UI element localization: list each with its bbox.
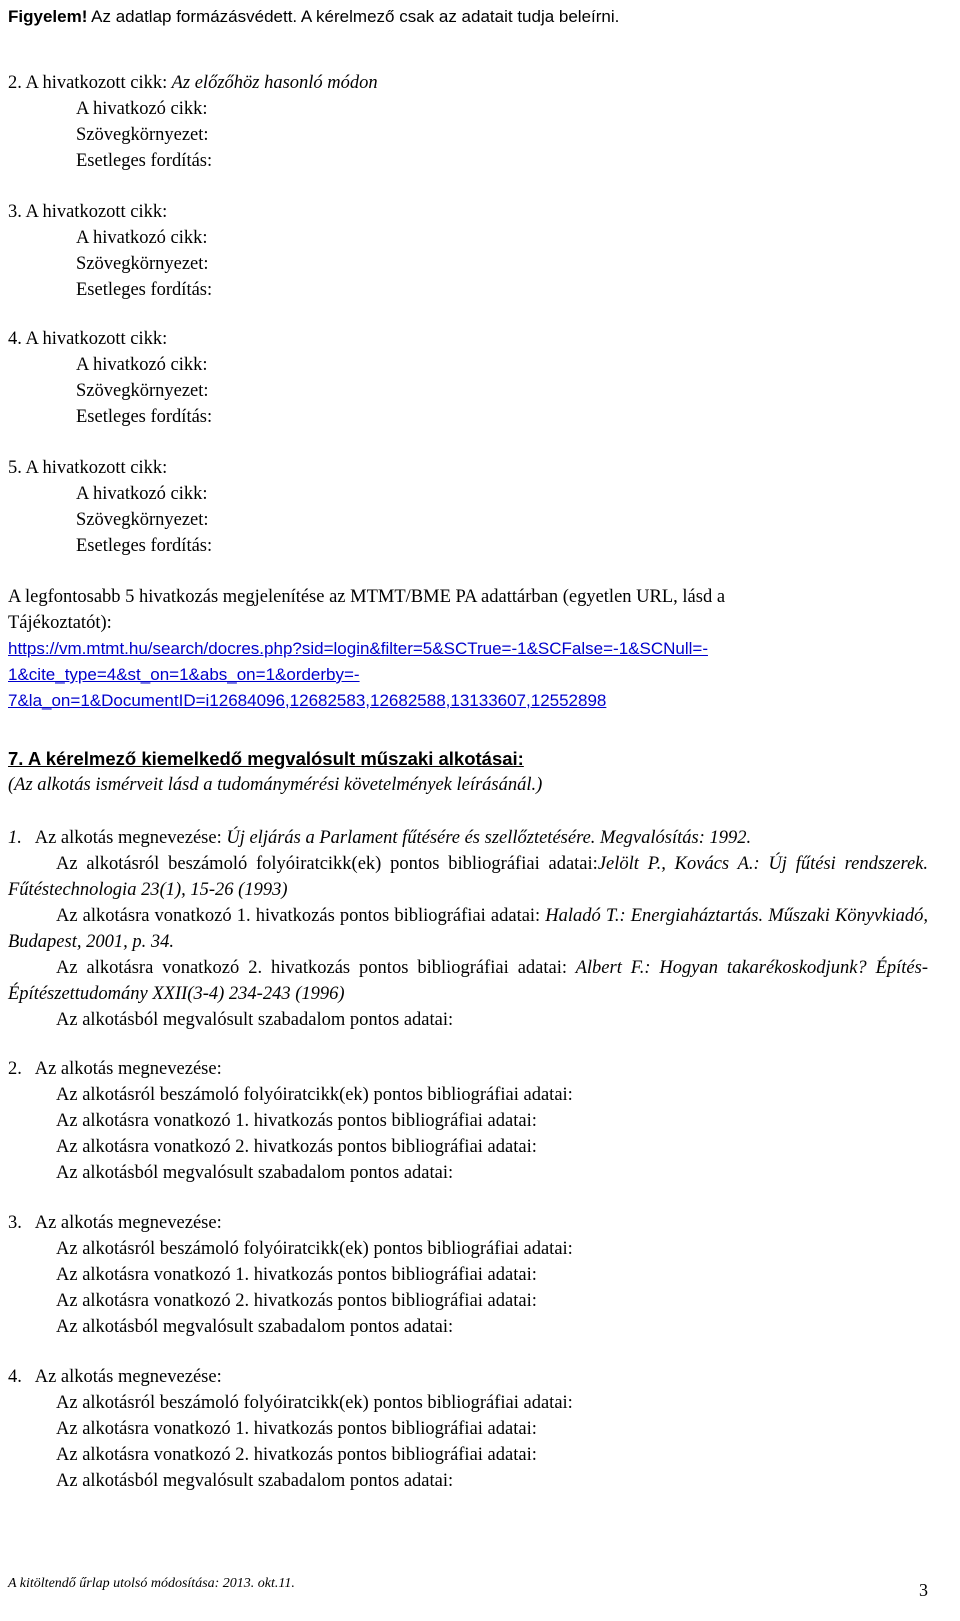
ref2-label[interactable]: Az alkotásra vonatkozó 2. hivatkozás pontos bibliográfiai adatai: — [56, 1291, 537, 1311]
citing-article-label[interactable]: A hivatkozó cikk: — [76, 355, 208, 375]
cited-article-value[interactable]: Az előzőhöz hasonló módon — [167, 73, 378, 93]
ref2-value[interactable]: Albert F.: Hogyan takarékoskodjunk? Építés- Építészettudomány XXII(3-4) 234-243 (1996) — [8, 958, 928, 1004]
ref2-label[interactable]: Az alkotásra vonatkozó 2. hivatkozás pontos bibliográfiai adatai: — [56, 958, 568, 978]
patent-label[interactable]: Az alkotásból megvalósult szabadalom pontos adatai: — [56, 1163, 454, 1183]
work-name-label[interactable]: Az alkotás megnevezése: — [34, 1059, 222, 1079]
work-3 — [8, 1210, 928, 1340]
work-name-label[interactable]: Az alkotás megnevezése: — [34, 828, 222, 848]
citing-article-label[interactable]: A hivatkozó cikk: — [76, 99, 208, 119]
citation-number: 5. — [8, 458, 22, 478]
citation-3 — [8, 199, 928, 303]
context-label[interactable]: Szövegkörnyezet: — [76, 381, 209, 401]
ref1-label[interactable]: Az alkotásra vonatkozó 1. hivatkozás pontos bibliográfiai adatai: — [56, 1419, 537, 1439]
ref1-value[interactable]: Haladó T.: Energiaháztartás. Műszaki Könyvkiadó, Budapest, 2001, p. 34. — [8, 906, 928, 952]
context-label[interactable]: Szövegkörnyezet: — [76, 254, 209, 274]
cited-article-label[interactable]: A hivatkozott cikk: — [25, 202, 168, 222]
report-label[interactable]: Az alkotásról beszámoló folyóiratcikk(ek) pontos bibliográfiai adatai: — [56, 1239, 573, 1259]
context-label[interactable]: Szövegkörnyezet: — [76, 510, 209, 530]
mtmt-reference — [8, 584, 928, 714]
work-number: 4. — [8, 1367, 22, 1387]
citing-article-label[interactable]: A hivatkozó cikk: — [76, 228, 208, 248]
citation-number: 3. — [8, 202, 22, 222]
mtmt-url-link-cont[interactable]: 7&la_on=1&DocumentID=i12684096,12682583,12682588,13133607,12552898 — [8, 691, 607, 710]
work-1 — [8, 825, 928, 1033]
mtmt-description-cont: Tájékoztatót): — [8, 613, 112, 633]
section-subtitle: (Az alkotás ismérveit lásd a tudománymérési követelmények leírásánál.) — [8, 775, 543, 795]
ref2-label[interactable]: Az alkotásra vonatkozó 2. hivatkozás pontos bibliográfiai adatai: — [56, 1445, 537, 1465]
patent-label[interactable]: Az alkotásból megvalósult szabadalom pontos adatai: — [56, 1471, 454, 1491]
citing-article-label[interactable]: A hivatkozó cikk: — [76, 484, 208, 504]
cited-article-label[interactable]: A hivatkozott cikk: — [25, 458, 168, 478]
translation-label[interactable]: Esetleges fordítás: — [76, 536, 213, 556]
ref1-label[interactable]: Az alkotásra vonatkozó 1. hivatkozás pontos bibliográfiai adatai: — [56, 1111, 537, 1131]
citation-5 — [8, 455, 928, 559]
ref1-label[interactable]: Az alkotásra vonatkozó 1. hivatkozás pontos bibliográfiai adatai: — [56, 906, 541, 926]
mtmt-url-link[interactable]: https://vm.mtmt.hu/search/docres.php?sid=login&filter=5&SCTrue=-1&SCFalse=-1&SCNull=- — [8, 639, 708, 658]
section-7-header — [8, 746, 928, 798]
footer-text: A kitöltendő űrlap utolsó módosítása: 2013. okt.11. — [8, 1576, 295, 1591]
work-number: 2. — [8, 1059, 22, 1079]
notice-text: Az adatlap formázásvédett. A kérelmező csak az adatait tudja beleírni. — [87, 7, 620, 26]
form-notice — [8, 4, 928, 30]
cited-article-label[interactable]: A hivatkozott cikk: — [25, 73, 168, 93]
citation-number: 2. — [8, 73, 22, 93]
work-name-value[interactable]: Új eljárás a Parlament fűtésére és szellőztetésére. Megvalósítás: 1992. — [221, 828, 752, 848]
citation-2 — [8, 70, 928, 174]
mtmt-description: A legfontosabb 5 hivatkozás megjelenítése az MTMT/BME PA adattárban (egyetlen URL, lásd a — [8, 587, 726, 607]
report-label[interactable]: Az alkotásról beszámoló folyóiratcikk(ek) pontos bibliográfiai adatai: — [56, 1085, 573, 1105]
citation-4 — [8, 326, 928, 430]
work-number: 1. — [8, 828, 22, 848]
section-title: 7. A kérelmező kiemelkedő megvalósult műszaki alkotásai: — [8, 748, 524, 769]
patent-label[interactable]: Az alkotásból megvalósult szabadalom pontos adatai: — [56, 1010, 454, 1030]
work-number: 3. — [8, 1213, 22, 1233]
work-name-label[interactable]: Az alkotás megnevezése: — [34, 1367, 222, 1387]
notice-bold: Figyelem! — [8, 7, 88, 26]
work-4 — [8, 1364, 928, 1494]
translation-label[interactable]: Esetleges fordítás: — [76, 407, 213, 427]
page-number: 3 — [919, 1580, 928, 1600]
report-value[interactable]: Jelölt P., Kovács A.: Új fűtési rendszerek. Fűtéstechnologia 23(1), 15-26 (1993) — [8, 854, 929, 900]
translation-label[interactable]: Esetleges fordítás: — [76, 280, 213, 300]
report-label[interactable]: Az alkotásról beszámoló folyóiratcikk(ek) pontos bibliográfiai adatai: — [56, 1393, 573, 1413]
ref2-label[interactable]: Az alkotásra vonatkozó 2. hivatkozás pontos bibliográfiai adatai: — [56, 1137, 537, 1157]
context-label[interactable]: Szövegkörnyezet: — [76, 125, 209, 145]
ref1-label[interactable]: Az alkotásra vonatkozó 1. hivatkozás pontos bibliográfiai adatai: — [56, 1265, 537, 1285]
patent-label[interactable]: Az alkotásból megvalósult szabadalom pontos adatai: — [56, 1317, 454, 1337]
translation-label[interactable]: Esetleges fordítás: — [76, 151, 213, 171]
mtmt-url-link-cont[interactable]: 1&cite_type=4&st_on=1&abs_on=1&orderby=- — [8, 665, 360, 684]
work-2 — [8, 1056, 928, 1186]
report-label[interactable]: Az alkotásról beszámoló folyóiratcikk(ek) pontos bibliográfiai adatai: — [56, 854, 598, 874]
cited-article-label[interactable]: A hivatkozott cikk: — [25, 329, 168, 349]
work-name-label[interactable]: Az alkotás megnevezése: — [34, 1213, 222, 1233]
citation-number: 4. — [8, 329, 22, 349]
page-footer — [8, 1571, 928, 1600]
